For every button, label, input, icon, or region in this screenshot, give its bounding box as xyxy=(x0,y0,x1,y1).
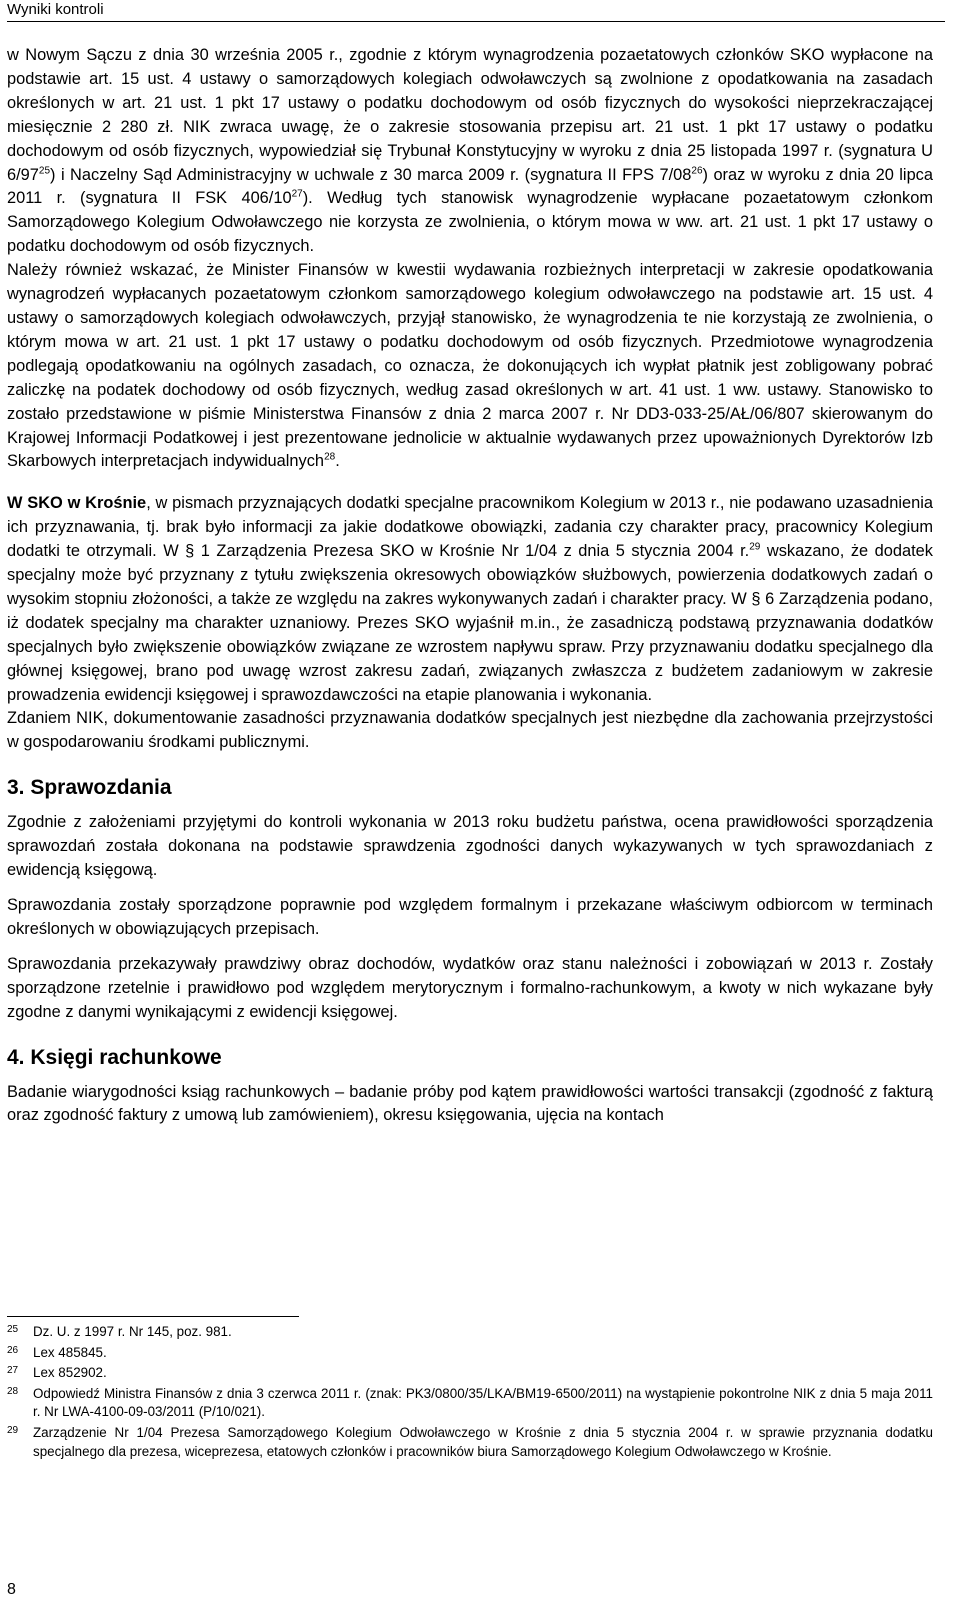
footnote-text: Lex 485845. xyxy=(33,1344,107,1360)
paragraph-ksiegi-1: Badanie wiarygodności ksiąg rachunkowych – badanie próby pod kątem prawidłowości wartości transakcji (zgodność z fakturą oraz zgodność faktury z umową lub zamówieniem), okresu księgowania, ujęcia na kontach xyxy=(7,1082,933,1125)
section-heading-sprawozdania: 3. Sprawozdania xyxy=(7,776,172,800)
footnote-text: Odpowiedź Ministra Finansów z dnia 3 czerwca 2011 r. (znak: PK3/0800/35/LKA/BM19-6500/2011) na wystąpienie pokontrolne NIK z dnia 5 maja 2011 r. Nr LWA-4100-09-03/2011 (P/10/021). xyxy=(33,1385,933,1420)
footnote-ref-25: 25 xyxy=(38,165,51,177)
footnote-ref-26: 26 xyxy=(691,165,703,177)
page-number: 8 xyxy=(7,1581,16,1598)
footnote-number: 26 xyxy=(7,1344,19,1356)
footnote-text: Zarządzenie Nr 1/04 Prezesa Samorządowego Kolegium Odwoławczego w Krośnie z dnia 5 stycznia 2004 r. w sprawie przyznania dodatku specjalnego dla prezesa, wiceprezesa, etatowych członków i pracowników biura Samorządowego Kolegium Odwoławczego w Krośnie. xyxy=(33,1424,933,1459)
paragraph-sprawozdania-3: Sprawozdania przekazywały prawdziwy obraz dochodów, wydatków oraz stanu należności i zobowiązań w 2013 r. Zostały sporządzone rzetelnie i prawidłowo pod względem merytorycznym i formalno-rachunkowym, a kwoty w nich wykazane były zgodne z danymi wynikającymi z ewidencji księgowej. xyxy=(7,954,933,1021)
paragraph-sko-krosno: W SKO w Krośnie, w pismach przyznających dodatki specjalne pracownikom Kolegium w 2013 r., nie podawano uzasadnienia ich przyznawania, tj. brak było informacji za jakie dodatkowe obowiązki, zadania czy charakter pracy, pracownicy Kolegium dodatki te otrzymali. W § 1 Zarządzenia Prezesa SKO w Krośnie Nr 1/04 z dnia 5 stycznia 2004 r.$^{29}$ wskazano, że dodatek specjalny może być przyznany z tytułu zwiększenia okresowych obowiązków służbowych, powierzenia dodatkowych zadań o wysokim stopniu złożoności, a także ze względu na zakres wykonywanych zadań i charakter pracy. W § 6 Zarządzenia podano, iż dodatek specjalny ma charakter uznaniowy. Prezes SKO wyjaśnił m.in., że zasadniczą podstawą przyznawania dodatków specjalnych było zwiększenie obowiązków związane ze wzrostem napływu spraw. Przy przyznawaniu dodatku specjalnego dla głównej księgowej, brano pod uwagę wzrost zakresu zadań, związanych zwłaszcza z budżetem zadaniowym w zakresie prowadzenia ewidencji księgowej i sprawozdawczości na etapie planowania i wykonania. xyxy=(7,494,933,704)
running-header xyxy=(7,0,945,22)
footnote-number: 28 xyxy=(7,1385,19,1397)
bold-lead-sko-krosno: W SKO w Krośnie xyxy=(7,494,147,513)
paragraph-minister-finansow: Należy również wskazać, że Minister Finansów w kwestii wydawania rozbieżnych interpretacji w zakresie opodatkowania wynagrodzeń wypłacanych pozaetatowym członkom samorządowego kolegium odwoławczego na podstawie art. 15 ust. 4 ustawy o samorządowych kolegiach odwoławczych, przyjął stanowisko, że wynagrodzenia te nie korzystają ze zwolnienia, o którym mowa w art. 21 ust. 1 pkt 17 ustawy o podatku dochodowym od osób fizycznych. Przedmiotowe wynagrodzenia podlegają opodatkowaniu na ogólnych zasadach, co oznacza, że dokonujących ich wypłat płatnik jest zobligowany pobrać zaliczkę na podatek dochodowy od osób fizycznych, według zasad określonych w art. 41 ust. 1 ww. ustawy. Stanowisko to zostało przedstawione w piśmie Ministerstwa Finansów z dnia 2 marca 2007 r. Nr DD3-033-25/AŁ/06/807 skierowanym do Krajowej Informacji Podatkowej i jest prezentowane jednolicie w aktualnie wydawanych przez upoważnionych Dyrektorów Izb Skarbowych interpretacjach indywidualnych$^{28}$. xyxy=(7,261,933,471)
footnotes xyxy=(7,1316,933,1463)
paragraph-zdaniem-nik: Zdaniem NIK, dokumentowanie zasadności przyznawania dodatków specjalnych jest niezbędne dla zachowania przejrzystości w gospodarowaniu środkami publicznymi. xyxy=(7,709,933,752)
footnote-separator xyxy=(7,1316,299,1317)
footnote-ref-28: 28 xyxy=(324,451,336,463)
footnote-text: Dz. U. z 1997 r. Nr 145, poz. 981. xyxy=(33,1324,232,1339)
footnote-item xyxy=(7,1385,933,1422)
footnote-ref-29: 29 xyxy=(749,541,761,553)
footnote-ref-27: 27 xyxy=(291,188,303,200)
paragraph-sko-nowy-sacz: w Nowym Sączu z dnia 30 września 2005 r., zgodnie z którym wynagrodzenia pozaetatowych członków SKO wypłacone na podstawie art. 15 ust. 4 ustawy o samorządowych kolegiach odwoławczych są zwolnione z opodatkowania na zasadach określonych w art. 21 ust. 1 pkt 17 ustawy o podatku dochodowym od osób fizycznych do wysokości nieprzekraczającej miesięcznie 2 280 zł. NIK zwraca uwagę, że o zakresie stosowania przepisu art. 21 ust. 1 pkt 17 ustawy o podatku dochodowym od osób fizycznych, wypowiedział się Trybunał Konstytucyjny w wyroku z dnia 25 listopada 1997 r. (sygnatura U $6/97^{25}$) i Naczelny Sąd Administracyjny w uchwale z 30 marca 2009 r. (sygnatura II FPS $7/08^{26}$) oraz w wyroku z dnia 20 lipca 2011 r. (sygnatura II FSK $406/10^{27}$). Według tych stanowisk wynagrodzenie wypłacane pozaetatowym członkom Samorządowego Kolegium Odwoławczego nie korzysta ze zwolnienia, o którym mowa w ww. art. 21 ust. 1 pkt 17 ustawy o podatku dochodowym od osób fizycznych. xyxy=(7,46,933,256)
body-content xyxy=(7,44,933,1128)
footnote-number: 29 xyxy=(7,1424,19,1436)
section-heading-ksiegi-rachunkowe: 4. Księgi rachunkowe xyxy=(7,1045,222,1069)
footnote-item xyxy=(7,1364,933,1383)
footnote-text: Lex 852902. xyxy=(33,1365,107,1381)
footnote-item xyxy=(7,1323,933,1342)
footnote-item xyxy=(7,1344,933,1363)
footnote-number: 25 xyxy=(7,1324,19,1335)
paragraph-sprawozdania-1: Zgodnie z założeniami przyjętymi do kontroli wykonania w 2013 roku budżetu państwa, ocena prawidłowości sporządzenia sprawozdań została dokonana na podstawie sprawdzenia zgodności danych wykazywanych w tych sprawozdaniach z ewidencją księgową. xyxy=(7,813,933,880)
footnote-number: 27 xyxy=(7,1365,19,1377)
paragraph-sprawozdania-2: Sprawozdania zostały sporządzone poprawnie pod względem formalnym i przekazane właściwym odbiorcom w terminach określonych w obowiązujących przepisach. xyxy=(7,896,933,938)
header-title: Wyniki kontroli xyxy=(7,1,104,18)
footnote-item xyxy=(7,1424,933,1461)
